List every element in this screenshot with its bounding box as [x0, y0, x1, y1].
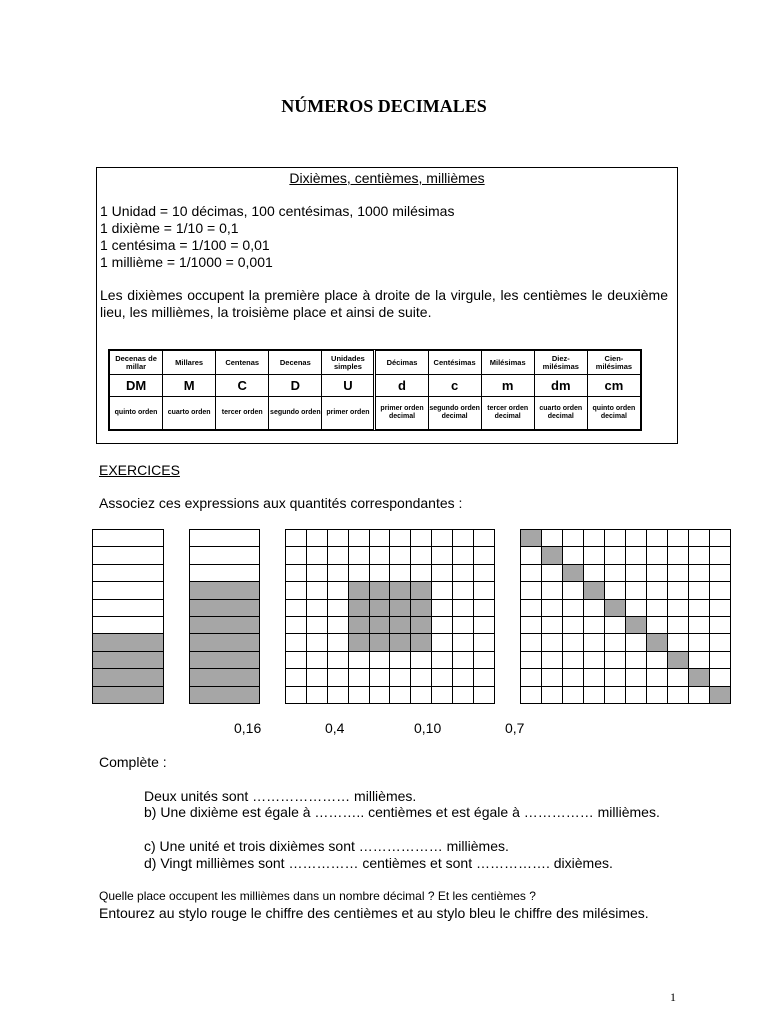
grid-cell: [605, 547, 626, 564]
grid-cell: [584, 547, 605, 564]
grid-cell: [328, 565, 349, 582]
pv-order: segundo orden decimal: [428, 397, 481, 430]
grid-cell: [453, 669, 474, 686]
pv-symbol: C: [216, 375, 269, 397]
grid-cell: [710, 582, 731, 599]
grid-cell: [605, 565, 626, 582]
grid-cell: [349, 547, 370, 564]
grid-cell: [307, 652, 328, 669]
grid-cell: [626, 600, 647, 617]
grid-cell: [432, 687, 453, 704]
pv-header: Unidades simples: [322, 351, 375, 375]
grid-cell: [542, 600, 563, 617]
box-line-3: 1 centésima = 1/100 = 0,01: [100, 237, 270, 253]
grid-cell: [370, 687, 391, 704]
grid-cell-shaded: [370, 600, 391, 617]
grid-cell: [432, 582, 453, 599]
grid-cell: [584, 687, 605, 704]
grid-cell: [307, 600, 328, 617]
grid-cell: [605, 617, 626, 634]
grid-cell: [647, 652, 668, 669]
grid-cell: [307, 582, 328, 599]
pv-symbol: M: [163, 375, 216, 397]
grid-cell: [286, 687, 307, 704]
grid-cell: [286, 634, 307, 651]
grid-cell: [286, 565, 307, 582]
pv-header: Centésimas: [428, 351, 481, 375]
grid-cell: [521, 582, 542, 599]
grid-cell: [390, 530, 411, 547]
question-2: Entourez au stylo rouge le chiffre des centièmes et au stylo bleu le chiffre des milésimes.: [99, 905, 649, 921]
box-line-1: 1 Unidad = 10 décimas, 100 centésimas, 1000 milésimas: [100, 203, 455, 219]
grid-cell: [542, 687, 563, 704]
grid-cell: [689, 600, 710, 617]
grid-cell: [668, 530, 689, 547]
grid-cell-shaded: [190, 687, 260, 704]
grid-cell: [626, 530, 647, 547]
grid-cell: [605, 530, 626, 547]
grid-cell: [453, 530, 474, 547]
grid-cell-shaded: [349, 582, 370, 599]
box-paragraph: Les dixièmes occupent la première place à droite de la virgule, les centièmes le deuxième lieu, les millièmes, la troisième place et ainsi de suite.: [100, 287, 668, 320]
value-label: 0,10: [414, 720, 442, 736]
grid-cell: [93, 600, 164, 617]
grid-cell: [689, 530, 710, 547]
grid-cell: [563, 582, 584, 599]
grid-cell-shaded: [349, 617, 370, 634]
grid-cell: [286, 547, 307, 564]
grid-cell: [474, 617, 495, 634]
grid-cell: [647, 687, 668, 704]
grid-cell-shaded: [190, 669, 260, 686]
grid-cell: [307, 669, 328, 686]
pv-symbol: U: [322, 375, 375, 397]
grid-cell: [190, 565, 260, 582]
grid-cell: [349, 530, 370, 547]
complete-item-a: Deux unités sont ………………… millièmes.: [144, 788, 417, 804]
grid-cell-shaded: [390, 617, 411, 634]
pv-symbol: d: [375, 375, 428, 397]
complete-item-d: d) Vingt millièmes sont …………… centièmes et sont ……………. dixièmes.: [144, 855, 613, 871]
grid-cell: [474, 582, 495, 599]
grid-cell: [474, 634, 495, 651]
place-value-table: [108, 349, 642, 431]
pv-order: primer orden decimal: [375, 397, 428, 430]
pv-symbol: cm: [587, 375, 640, 397]
exercises-heading: EXERCICES: [99, 462, 180, 478]
grid-cell: [563, 652, 584, 669]
grid-cell: [710, 600, 731, 617]
grid-cell: [286, 617, 307, 634]
pv-header: Cien-milésimas: [587, 351, 640, 375]
pv-symbol: m: [481, 375, 534, 397]
complete-item-c: c) Une unité et trois dixièmes sont ……………… millièmes.: [144, 838, 509, 854]
grid-cell-shaded: [521, 530, 542, 547]
grid-cell-shaded: [190, 634, 260, 651]
grid-cell: [647, 565, 668, 582]
grid-cell: [584, 530, 605, 547]
box-line-4: 1 millième = 1/1000 = 0,001: [100, 254, 273, 270]
grid-cell: [647, 582, 668, 599]
grid-cell: [328, 652, 349, 669]
pv-symbol: DM: [110, 375, 163, 397]
grid-cell: [349, 669, 370, 686]
pv-header: Diez-milésimas: [534, 351, 587, 375]
grid-cell: [689, 582, 710, 599]
grid-cell-shaded: [411, 617, 432, 634]
grid-cell-shaded: [93, 669, 164, 686]
value-label: 0,4: [325, 720, 345, 736]
grid-cell-shaded: [605, 600, 626, 617]
grid-cell: [328, 634, 349, 651]
grid-cell: [432, 634, 453, 651]
grid-cell: [521, 669, 542, 686]
grid-cell: [286, 582, 307, 599]
grid-cell: [668, 547, 689, 564]
pv-order: cuarto orden decimal: [534, 397, 587, 430]
grid-cell: [370, 547, 391, 564]
grid-cell: [453, 687, 474, 704]
grid-cell: [328, 547, 349, 564]
grid-cell: [370, 565, 391, 582]
grid-cell-shaded: [626, 617, 647, 634]
grid-cell: [668, 582, 689, 599]
grid-cell: [584, 634, 605, 651]
grid-cell: [647, 600, 668, 617]
grid-cell-shaded: [349, 634, 370, 651]
grid-cell: [563, 530, 584, 547]
grid-cell-shaded: [370, 582, 391, 599]
grid-cell: [626, 669, 647, 686]
pv-order: segundo orden: [269, 397, 322, 430]
grid-cell: [286, 669, 307, 686]
grid-cell-shaded: [93, 687, 164, 704]
grid-cell: [626, 547, 647, 564]
grid-cell-shaded: [647, 634, 668, 651]
grid-cell: [453, 547, 474, 564]
grid-cell: [93, 617, 164, 634]
grid-cell: [328, 669, 349, 686]
grid-cell: [605, 669, 626, 686]
grid-cell: [563, 634, 584, 651]
grid-cell: [390, 652, 411, 669]
grid-cell-shaded: [411, 600, 432, 617]
grid-cell: [370, 530, 391, 547]
grid-cell: [286, 652, 307, 669]
grid-cell: [626, 565, 647, 582]
grid-cell: [542, 634, 563, 651]
grid-cell: [307, 565, 328, 582]
grid-cell: [542, 582, 563, 599]
grid-cell-shaded: [349, 600, 370, 617]
grid-cell: [668, 565, 689, 582]
grid-cell: [521, 547, 542, 564]
grid-cell: [647, 530, 668, 547]
grid-cell: [390, 687, 411, 704]
grid-cell: [307, 547, 328, 564]
pv-order: cuarto orden: [163, 397, 216, 430]
grid-cell: [710, 669, 731, 686]
grid-cell: [668, 600, 689, 617]
grid-cell: [563, 600, 584, 617]
grid-cell: [474, 669, 495, 686]
grid-cell-shaded: [190, 617, 260, 634]
grid-cell: [605, 582, 626, 599]
grid-cell: [521, 652, 542, 669]
pv-header: Centenas: [216, 351, 269, 375]
grid-cell: [563, 687, 584, 704]
grid-cell: [307, 634, 328, 651]
grid-cell-shaded: [190, 652, 260, 669]
grid-cell-shaded: [563, 565, 584, 582]
grid-cell: [542, 617, 563, 634]
grid-cell: [190, 530, 260, 547]
grid-cell: [584, 617, 605, 634]
grid-cell: [689, 547, 710, 564]
grid-cell: [432, 652, 453, 669]
pv-header: Millares: [163, 351, 216, 375]
pv-order: quinto orden decimal: [587, 397, 640, 430]
box-line-2: 1 dixième = 1/10 = 0,1: [100, 220, 239, 236]
question-1: Quelle place occupent les millièmes dans un nombre décimal ? Et les centièmes ?: [99, 889, 536, 903]
grid-cell-shaded: [370, 634, 391, 651]
grid-cell: [453, 600, 474, 617]
grid-cell: [411, 687, 432, 704]
grid-cell: [626, 634, 647, 651]
grid-cell: [328, 687, 349, 704]
grid-cell: [307, 687, 328, 704]
pv-order: quinto orden: [110, 397, 163, 430]
grid-cell: [93, 565, 164, 582]
grid-cell: [370, 669, 391, 686]
grid-cell: [328, 582, 349, 599]
grid-cell: [521, 634, 542, 651]
grid-cell: [349, 687, 370, 704]
grid-cell: [453, 565, 474, 582]
fraction-grid-3: [285, 529, 495, 704]
grid-cell: [605, 634, 626, 651]
grid-cell: [349, 652, 370, 669]
grid-cell: [286, 530, 307, 547]
grid-cell: [689, 652, 710, 669]
grid-cell-shaded: [668, 652, 689, 669]
grid-cell: [668, 634, 689, 651]
grid-cell: [647, 617, 668, 634]
grid-cell: [584, 652, 605, 669]
grid-cell: [328, 530, 349, 547]
pv-symbol: D: [269, 375, 322, 397]
grid-cell: [390, 669, 411, 686]
grid-cell: [689, 634, 710, 651]
grid-cell: [584, 600, 605, 617]
grid-cell: [542, 652, 563, 669]
grid-cell: [542, 669, 563, 686]
pv-header: Decenas de millar: [110, 351, 163, 375]
grid-cell: [626, 652, 647, 669]
grid-cell-shaded: [370, 617, 391, 634]
pv-order: tercer orden decimal: [481, 397, 534, 430]
pv-symbol: dm: [534, 375, 587, 397]
grid-cell: [474, 652, 495, 669]
grid-cell: [668, 617, 689, 634]
grid-cell: [370, 652, 391, 669]
pv-order: tercer orden: [216, 397, 269, 430]
complete-label: Complète :: [99, 754, 167, 770]
grid-cell: [542, 565, 563, 582]
pv-order: primer orden: [322, 397, 375, 430]
grid-cell-shaded: [390, 634, 411, 651]
grid-cell: [432, 600, 453, 617]
grid-cell: [411, 547, 432, 564]
grid-cell-shaded: [390, 582, 411, 599]
grid-cell: [563, 547, 584, 564]
grid-cell-shaded: [710, 687, 731, 704]
value-label: 0,7: [505, 720, 525, 736]
grid-cell: [349, 565, 370, 582]
grid-cell: [521, 687, 542, 704]
grid-cell: [521, 600, 542, 617]
grid-cell: [432, 669, 453, 686]
grid-cell: [328, 600, 349, 617]
page-title: NÚMEROS DECIMALES: [281, 96, 487, 116]
grid-cell: [542, 530, 563, 547]
pv-header: Decenas: [269, 351, 322, 375]
grid-cell: [307, 530, 328, 547]
grid-cell: [453, 634, 474, 651]
grid-cell: [93, 530, 164, 547]
grid-cell: [710, 565, 731, 582]
grid-cell: [521, 565, 542, 582]
grid-cell: [474, 565, 495, 582]
grid-cell: [605, 652, 626, 669]
grid-cell: [93, 582, 164, 599]
page-number: 1: [670, 990, 676, 1004]
grid-cell-shaded: [542, 547, 563, 564]
grid-cell: [605, 687, 626, 704]
grid-cell-shaded: [689, 669, 710, 686]
grid-cell: [453, 582, 474, 599]
grid-cell: [432, 617, 453, 634]
complete-item-b: b) Une dixième est égale à ……….. centièmes et est égale à …………… millièmes.: [144, 804, 660, 820]
grid-cell: [411, 652, 432, 669]
grid-cell: [689, 565, 710, 582]
box-heading: Dixièmes, centièmes, millièmes: [289, 170, 485, 186]
grid-cell: [626, 687, 647, 704]
grid-cell: [93, 547, 164, 564]
grid-cell-shaded: [93, 634, 164, 651]
grid-cell-shaded: [584, 582, 605, 599]
grid-cell: [190, 547, 260, 564]
fraction-grid-4: [520, 529, 731, 704]
grid-cell: [563, 617, 584, 634]
grid-cell: [710, 547, 731, 564]
grid-cell: [411, 669, 432, 686]
grid-cell: [474, 547, 495, 564]
grid-cell-shaded: [190, 582, 260, 599]
grid-cell: [647, 669, 668, 686]
grid-cell: [474, 600, 495, 617]
grid-cell-shaded: [390, 600, 411, 617]
grid-cell: [710, 530, 731, 547]
grid-cell-shaded: [93, 652, 164, 669]
pv-header: Milésimas: [481, 351, 534, 375]
grid-cell: [474, 687, 495, 704]
grid-cell: [668, 669, 689, 686]
grid-cell-shaded: [411, 634, 432, 651]
grid-cell: [307, 617, 328, 634]
grid-cell: [626, 582, 647, 599]
grid-cell: [689, 617, 710, 634]
grid-cell: [286, 600, 307, 617]
grid-cell-shaded: [411, 582, 432, 599]
grid-cell: [411, 530, 432, 547]
exercises-instruction: Associez ces expressions aux quantités correspondantes :: [99, 495, 463, 511]
pv-symbol: c: [428, 375, 481, 397]
grid-cell: [411, 565, 432, 582]
grid-cell: [474, 530, 495, 547]
grid-cell: [668, 687, 689, 704]
grid-cell: [390, 547, 411, 564]
grid-cell: [584, 669, 605, 686]
fraction-grid-2: [189, 529, 260, 704]
grid-cell: [453, 617, 474, 634]
grid-cell: [710, 652, 731, 669]
value-label: 0,16: [234, 720, 262, 736]
pv-header: Décimas: [375, 351, 428, 375]
grid-cell: [432, 547, 453, 564]
grid-cell-shaded: [190, 600, 260, 617]
grid-cell: [689, 687, 710, 704]
grid-cell: [453, 652, 474, 669]
grid-cell: [432, 530, 453, 547]
grid-cell: [710, 634, 731, 651]
grid-cell: [710, 617, 731, 634]
grid-cell: [563, 669, 584, 686]
grid-cell: [584, 565, 605, 582]
grid-cell: [390, 565, 411, 582]
grid-cell: [432, 565, 453, 582]
grid-cell: [328, 617, 349, 634]
grid-cell: [521, 617, 542, 634]
fraction-grid-1: [92, 529, 164, 704]
grid-cell: [647, 547, 668, 564]
